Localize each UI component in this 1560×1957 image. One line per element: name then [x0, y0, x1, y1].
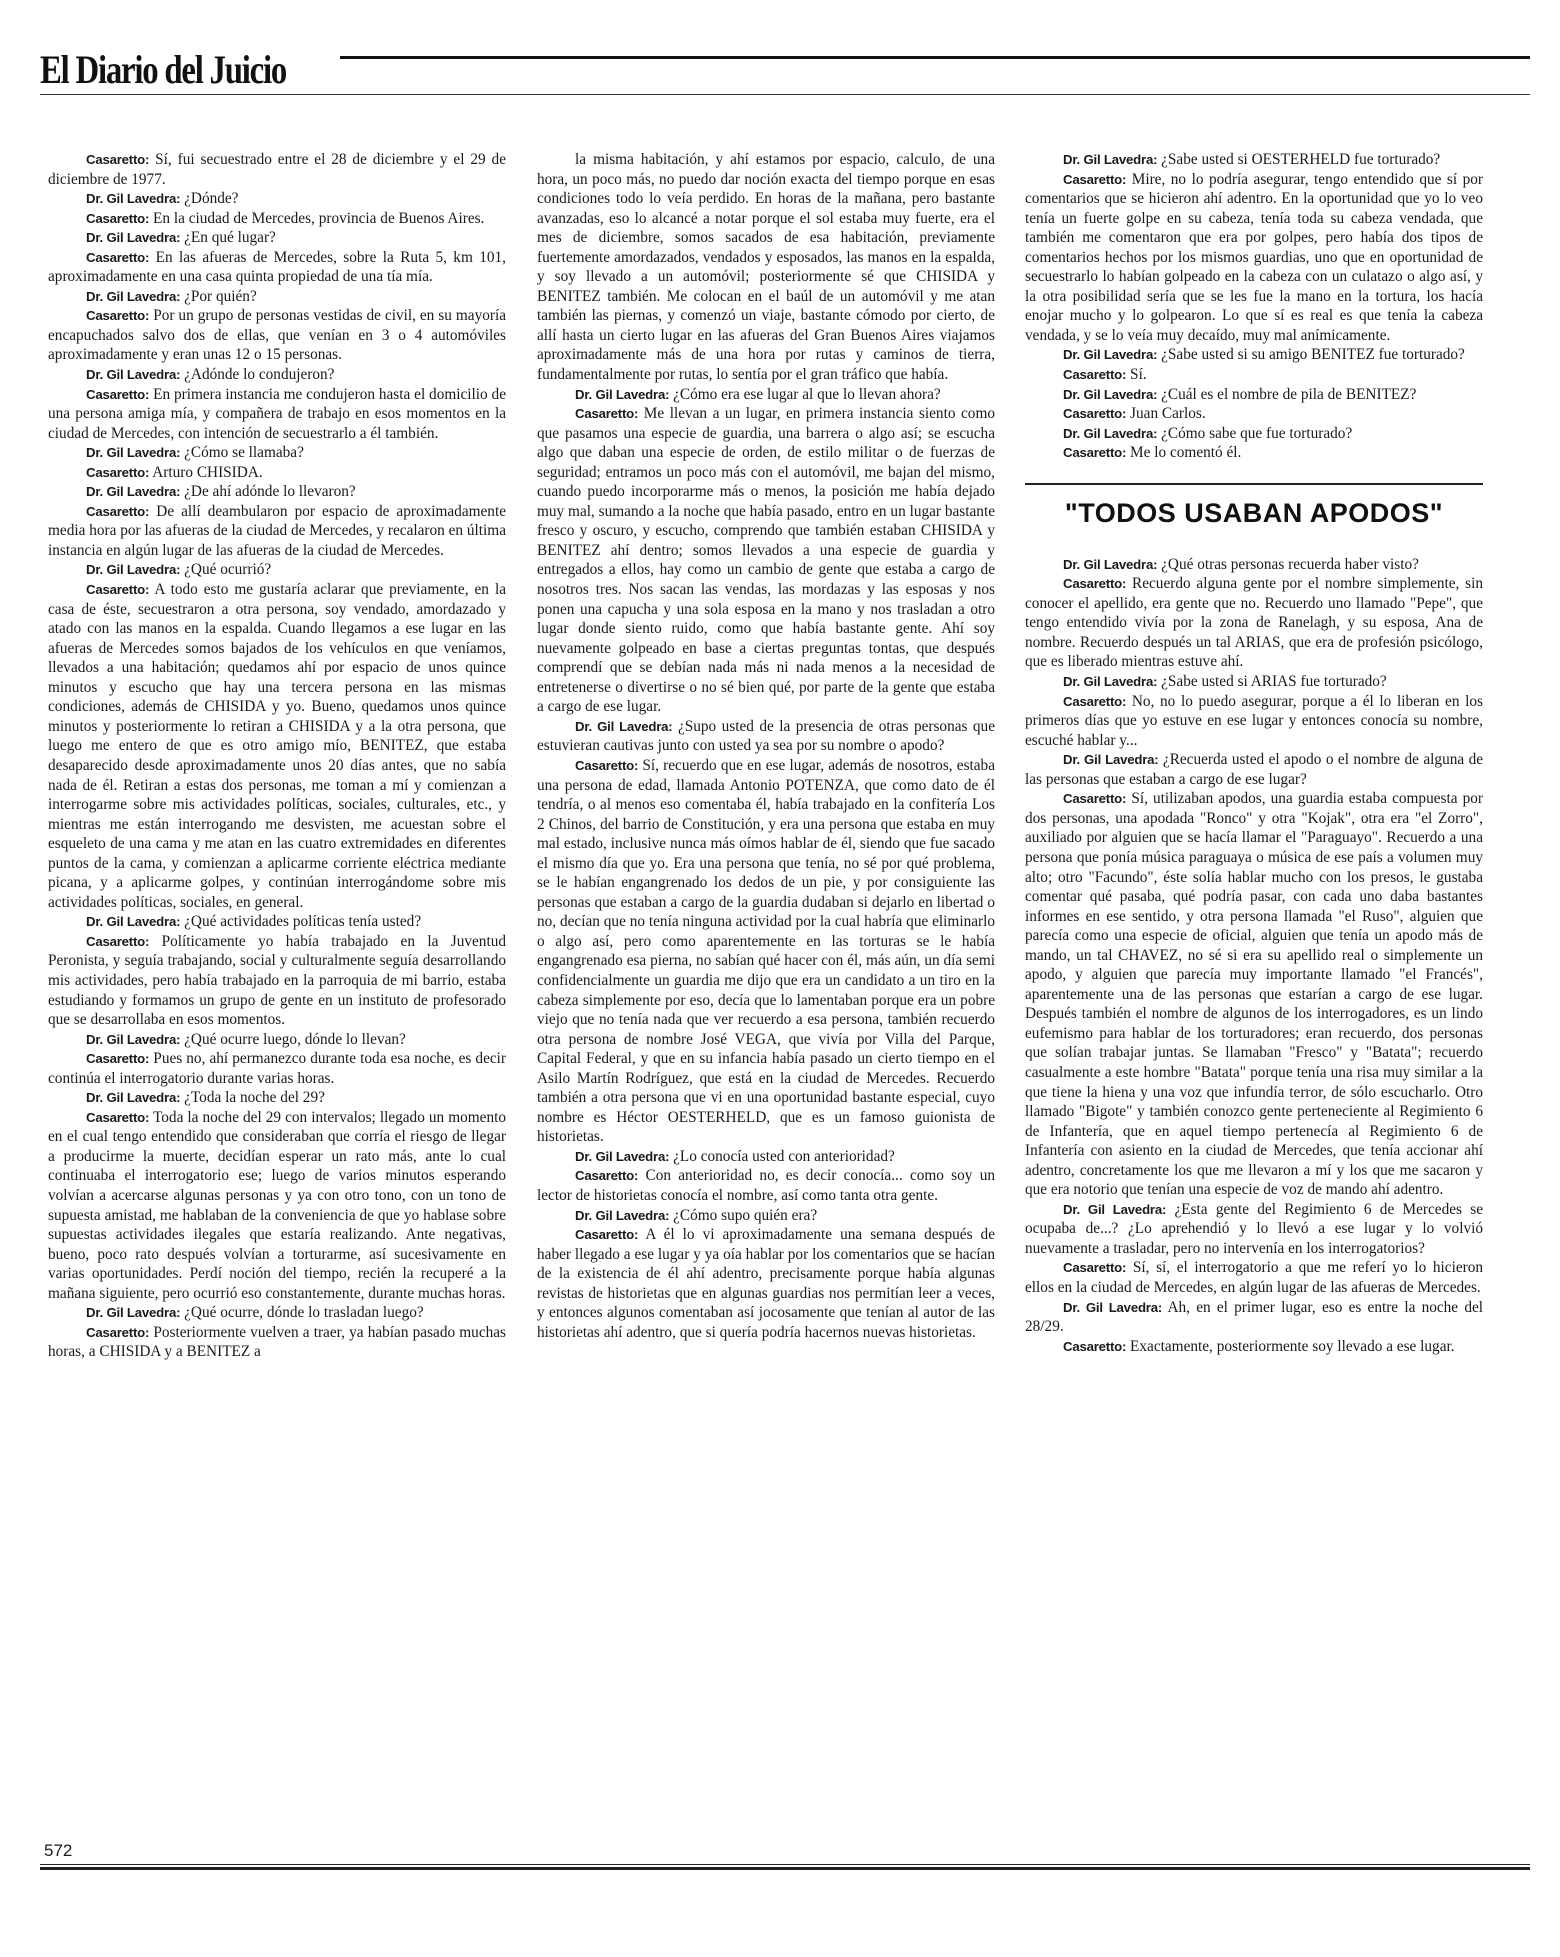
paragraph-text: ¿Adónde lo condujeron? — [180, 366, 335, 384]
speaker-label: Casaretto: — [575, 406, 639, 422]
paragraph-text: ¿Lo conocía usted con anterioridad? — [669, 1147, 895, 1165]
speaker-label: Dr. Gil Lavedra: — [575, 386, 670, 402]
publication-title: El Diario del Juicio — [40, 47, 286, 92]
speaker-label: Casaretto: — [86, 210, 150, 226]
speaker-label: Casaretto: — [1063, 406, 1127, 422]
transcript-paragraph — [48, 150, 506, 189]
paragraph-text: ¿Dónde? — [180, 190, 239, 208]
speaker-label: Dr. Gil Lavedra: — [575, 718, 673, 734]
paragraph-text: Sí, utilizaban apodos, una guardia estaba compuesta por dos personas, una apodada "Ronco" y otra "Kojak", otra era "el Zorro", auxiliado por alguien que se hacía llamar el "Paraguayo". Recuerdo a una persona que ponía música paraguaya o música de ese país a volumen muy alto; otro "Facundo", éste solía hablar mucho con los presos, le gustaba comentar qué pasaba, qué podría pasar, con cada uno daba bastantes informes en ese sentido, y otra persona llamada "el Ruso", alguien que parecía como una especie de oficial, alguien que tenía un apodo más de mando, un tal CHAVEZ, no sé si era su apellido real o simplemente un apodo, y alguien que parecía muy importante llamado "el Francés", aparentemente una de las personas que estarían a cargo de ese lugar. Después también el nombre de algunos de los interrogadores, es un lindo eufemismo para hablar de los torturadores; eran recuerdo, dos personas que solían trabajar juntas. Se llamaban "Fresco" y "Batata"; recuerdo casualmente a este hombre "Batata" porque tenía una risa muy similar a la que tiene la hiena y una voz que infundía terror, de sólo escucharlo. Otro llamado "Bigote" y también conozco gente perteneciente al Regimiento 6 de Infantería, que en aquel tiempo pertenecía al Regimiento 6 de Infantería con asiento en la ciudad de Mercedes, que tenía accionar ahí adentro, concretamente los que me llevaron a mí y los que me sacaron y que era notorio que tenían una especie de voz de mando ahí adentro. — [1025, 790, 1483, 1199]
transcript-paragraph — [537, 756, 995, 1147]
speaker-label: Dr. Gil Lavedra: — [86, 1305, 181, 1321]
paragraph-text: ¿Sabe usted si su amigo BENITEZ fue torturado? — [1157, 346, 1465, 364]
transcript-paragraph — [48, 912, 506, 932]
transcript-paragraph — [1025, 750, 1483, 789]
speaker-label: Casaretto: — [86, 1324, 150, 1340]
paragraph-text: Sí, fui secuestrado entre el 28 de diciembre y el 29 de diciembre de 1977. — [48, 151, 506, 188]
paragraph-text: Posteriormente vuelven a traer, ya habían pasado muchas horas, a CHISIDA y a BENITEZ a — [48, 1323, 506, 1361]
page-footer — [40, 1840, 1530, 1900]
transcript-paragraph — [48, 463, 506, 483]
paragraph-text: Pues no, ahí permanezco durante toda esa noche, es decir continúa el interrogatorio durante varias horas. — [48, 1050, 506, 1087]
paragraph-text: ¿De ahí adónde lo llevaron? — [180, 483, 356, 501]
speaker-label: Dr. Gil Lavedra: — [1063, 386, 1158, 402]
speaker-label: Dr. Gil Lavedra: — [86, 1031, 181, 1047]
transcript-paragraph — [48, 1030, 506, 1050]
paragraph-text: ¿Qué ocurrió? — [180, 561, 272, 579]
speaker-label: Casaretto: — [1063, 1338, 1127, 1354]
transcript-paragraph — [48, 385, 506, 444]
transcript-paragraph — [48, 287, 506, 307]
speaker-label: Dr. Gil Lavedra: — [1063, 556, 1158, 572]
speaker-label: Casaretto: — [86, 1051, 150, 1067]
transcript-paragraph — [537, 1147, 995, 1167]
transcript-paragraph — [1025, 1298, 1483, 1337]
speaker-label: Dr. Gil Lavedra: — [575, 1148, 670, 1164]
paragraph-text: ¿Esta gente del Regimiento 6 de Mercedes se ocupaba de...? ¿Lo aprehendió y lo llevó a ese lugar y lo volvió nuevamente a trasladar, pero no intervenía en los interrogatorios? — [1025, 1200, 1483, 1257]
transcript-paragraph — [1025, 150, 1483, 170]
speaker-label: Dr. Gil Lavedra: — [575, 1207, 670, 1223]
transcript-paragraph — [48, 306, 506, 365]
speaker-label: Dr. Gil Lavedra: — [86, 484, 181, 500]
transcript-paragraph — [1025, 789, 1483, 1199]
column-3-bottom — [1025, 555, 1483, 1356]
transcript-paragraph — [537, 1206, 995, 1226]
paragraph-text: Sí, recuerdo que en ese lugar, además de nosotros, estaba una persona de edad, llamada Antonio POTENZA, que como dato de él tendría, o al menos eso comentaba él, había trabajado en la confitería Los 2 Chinos, del barrio de Constitución, y era una persona que estaba en muy mal estado, inclusive nunca más oímos hablar de él, siendo que fue sacado el mismo día que yo. Era una persona que tenía, no sé por qué problema, se le habían engangrenado los dedos de un pie, y por consiguiente las personas que estaban a cargo de la guardia dudaban si dejarlo en libertad o no, decían que no tenía ninguna actividad por la cual habría que eliminarlo o algo así, pero como aparentemente en las torturas se le había engangrenado esa pierna, no sabían qué hacer con él, más aún, un día semi confidencialmente un guardia me dijo que era un candidato a un tiro en la cabeza simplemente por eso, decía que lo lamentaban porque era un pobre viejo que no tenía nada que ver recuerdo a esa persona, también recuerdo otra persona de nombre José VEGA, que vivía por Villa del Parque, Capital Federal, y que en su infancia había pasado un cierto tiempo en el Asilo Martín Rodríguez, que está en la ciudad de Mercedes. Recuerdo también a otra persona que vi en una oportunidad bastante especial, cuyo nombre es Héctor OESTERHELD, que es un famoso guionista de historietas. — [537, 756, 995, 1146]
transcript-paragraph — [1025, 1337, 1483, 1357]
transcript-paragraph — [537, 150, 995, 385]
speaker-label: Casaretto: — [86, 249, 150, 265]
speaker-label: Dr. Gil Lavedra: — [86, 562, 181, 578]
paragraph-text: ¿Qué ocurre luego, dónde lo llevan? — [180, 1030, 406, 1048]
transcript-paragraph — [48, 365, 506, 385]
transcript-paragraph — [48, 1049, 506, 1088]
speaker-label: Casaretto: — [86, 582, 150, 598]
paragraph-text: Políticamente yo había trabajado en la Juventud Peronista, y seguía trabajando, social y culturalmente seguía desarrollando mis actividades, pero había trabajado en la parroquia de mi barrio, estaba estudiando y formamos un grupo de gente en un instituto de profesorado que se desarrollaba en esos momentos. — [48, 932, 506, 1029]
speaker-label: Dr. Gil Lavedra: — [86, 191, 181, 207]
paragraph-text: la misma habitación, y ahí estamos por espacio, calculo, de una hora, un poco más, no puedo dar noción exacta del tiempo porque en esas condiciones todo lo veía perdido. En horas de la mañana, pero bastante avanzadas, eso lo alcancé a notar porque el sol estaba muy fuerte, era el mes de diciembre, somos sacados de esa habitación, previamente fuertemente amordazados, vendados y esposados, las manos en la espalda, y soy llevado a un automóvil; posteriormente sé que CHISIDA y BENITEZ también. Me colocan en el baúl de un automóvil y me atan también las piernas, y comenzó un viaje, bastante cómodo por cierto, de allí hasta un cierto lugar en las afueras del Gran Buenos Aires viajamos aproximadamente más de una hora por rutas y caminos de tierra, fundamentalmente por rutas, lo sentía por el gran tráfico que había. — [537, 151, 995, 384]
speaker-label: Dr. Gil Lavedra: — [86, 445, 181, 461]
paragraph-text: Sí. — [1126, 366, 1147, 384]
paragraph-text: ¿En qué lugar? — [180, 229, 276, 247]
transcript-paragraph — [1025, 345, 1483, 365]
transcript-paragraph — [48, 443, 506, 463]
paragraph-text: ¿Por quién? — [180, 287, 257, 305]
speaker-label: Casaretto: — [1063, 1260, 1127, 1276]
transcript-paragraph — [537, 385, 995, 405]
transcript-paragraph — [1025, 170, 1483, 346]
speaker-label: Dr. Gil Lavedra: — [86, 1090, 181, 1106]
column-1 — [48, 150, 506, 1362]
column-3-top — [1025, 150, 1483, 463]
speaker-label: Dr. Gil Lavedra: — [86, 914, 181, 930]
paragraph-text: ¿Qué ocurre, dónde lo trasladan luego? — [180, 1304, 424, 1322]
transcript-paragraph — [1025, 443, 1483, 463]
speaker-label: Dr. Gil Lavedra: — [1063, 752, 1159, 768]
transcript-paragraph — [1025, 365, 1483, 385]
paragraph-text: Juan Carlos. — [1126, 405, 1206, 423]
paragraph-text: Con anterioridad no, es decir conocía... como soy un lector de historietas conocía el nombre, así como tanta otra gente. — [537, 1167, 995, 1204]
transcript-paragraph — [537, 404, 995, 717]
speaker-label: Casaretto: — [575, 757, 639, 773]
speaker-label: Casaretto: — [1063, 576, 1127, 592]
transcript-paragraph — [1025, 385, 1483, 405]
transcript-paragraph — [1025, 404, 1483, 424]
speaker-label: Casaretto: — [86, 152, 150, 167]
speaker-label: Dr. Gil Lavedra: — [86, 288, 181, 304]
paragraph-text: ¿Cómo era ese lugar al que lo llevan ahora? — [669, 385, 941, 403]
transcript-paragraph — [48, 482, 506, 502]
footer-rule-thin — [40, 1864, 1530, 1865]
paragraph-text: A todo esto me gustaría aclarar que previamente, en la casa de éste, secuestraron a otra persona, soy vendado, amordazado y atado con las manos en la espalda. Cuando llegamos a ese lugar en las afueras de Mercedes somos bajados de los vehículos en que veníamos, llevados a una habitación; quedamos ahí por espacio de unos quince minutos y escucho que hay una tercera persona en las mismas condiciones, además de CHISIDA y yo. Bueno, quedamos unos quince minutos y posteriormente lo retiran a CHISIDA y a la otra persona, que luego me entero de que es otro amigo mío, BENITEZ, que estaba desaparecido desde aproximadamente unos 20 días antes, que no sabía nada de él. Retiran a estas dos personas, me toman a mí y comienzan a interrogarme sobre mis actividades políticas, sociales, culturales, etc., y mientras me están interrogando me desvisten, me acuestan sobre el esqueleto de una cama y me atan en las cuatro extremidades en diferentes puntos de la cama, y comienzan a aplicarme corriente eléctrica mediante picana, y a aplicarme golpes, y continúan interrogándome sobre mis actividades políticas, sociales, en general. — [48, 581, 506, 911]
speaker-label: Dr. Gil Lavedra: — [1063, 425, 1158, 441]
speaker-label: Dr. Gil Lavedra: — [1063, 1201, 1167, 1217]
transcript-paragraph — [48, 209, 506, 229]
paragraph-text: ¿Sabe usted si OESTERHELD fue torturado? — [1157, 151, 1441, 168]
section-divider — [1025, 483, 1483, 485]
paragraph-text: Me lo comentó él. — [1126, 444, 1242, 462]
speaker-label: Casaretto: — [1063, 791, 1127, 807]
section-heading: "TODOS USABAN APODOS" — [1064, 497, 1444, 528]
transcript-paragraph — [1025, 692, 1483, 751]
paragraph-text: Exactamente, posteriormente soy llevado a ese lugar. — [1126, 1337, 1455, 1355]
transcript-paragraph — [1025, 424, 1483, 444]
paragraph-text: ¿Cómo supo quién era? — [669, 1206, 818, 1224]
speaker-label: Casaretto: — [86, 386, 150, 402]
transcript-paragraph — [48, 1323, 506, 1362]
transcript-paragraph — [48, 580, 506, 912]
transcript-paragraph — [48, 1108, 506, 1303]
speaker-label: Casaretto: — [86, 933, 150, 949]
transcript-paragraph — [48, 1303, 506, 1323]
transcript-paragraph — [537, 1166, 995, 1205]
speaker-label: Casaretto: — [1063, 445, 1127, 461]
speaker-label: Dr. Gil Lavedra: — [1063, 152, 1158, 167]
transcript-paragraph — [537, 1225, 995, 1342]
transcript-paragraph — [48, 228, 506, 248]
paragraph-text: En las afueras de Mercedes, sobre la Ruta 5, km 101, aproximadamente en una casa quinta propiedad de una tía mía. — [48, 248, 506, 286]
paragraph-text: ¿Recuerda usted el apodo o el nombre de alguna de las personas que estaban a cargo de ese lugar? — [1025, 751, 1484, 788]
paragraph-text: A él lo vi aproximadamente una semana después de haber llegado a ese lugar y ya oía hablar por los comentarios que se hacían de la existencia de él ahí adentro, precisamente porque había algunas revistas de historietas que en algunas guardias nos permitían leer a veces, y entonces algunos comentaban así jocosamente que tenían al autor de las historietas ahí adentro, que si quería podría hacernos nuevas historietas. — [537, 1226, 995, 1341]
transcript-paragraph — [1025, 1258, 1483, 1297]
transcript-paragraph — [48, 560, 506, 580]
paragraph-text: No, no lo puedo asegurar, porque a él lo liberan en los primeros días que yo estuve en ese lugar y entonces conocía su nombre, escuché hablar y... — [1025, 692, 1483, 749]
column-2 — [537, 150, 995, 1342]
page-number: 572 — [44, 1841, 73, 1860]
masthead — [40, 40, 1530, 100]
paragraph-text: ¿Toda la noche del 29? — [180, 1089, 325, 1107]
paragraph-text: ¿Qué actividades políticas tenía usted? — [180, 913, 422, 931]
paragraph-text: Arturo CHISIDA. — [149, 463, 263, 481]
paragraph-text: Sí, sí, el interrogatorio a que me referí yo lo hicieron ellos en la ciudad de Mercedes, en algún lugar de las afueras de Mercedes. — [1025, 1259, 1483, 1296]
speaker-label: Dr. Gil Lavedra: — [1063, 1299, 1163, 1315]
paragraph-text: ¿Sabe usted si ARIAS fue torturado? — [1157, 673, 1387, 691]
transcript-paragraph — [1025, 555, 1483, 575]
paragraph-text: Mire, no lo podría asegurar, tengo entendido que sí por comentarios que se hicieron ahí adentro. En la oportunidad que yo lo veo tenía un fuerte golpe en su cabeza, tenía toda su cabeza vendada, que también me comentaron que era por golpes, pero había dos tipos de comentarios hechos por los mismos guardias, uno que en oportunidad de secuestrarlo lo habían golpeado en la cabeza con un culatazo o algo así, y la otra posibilidad sería que se les fue la mano en la tortura, los hacía enojar mucho y lo golpearon. Lo que sí es real es que tenía la cabeza vendada, y se lo veía muy decaído, muy mal anímicamente. — [1025, 170, 1483, 344]
paragraph-text: En primera instancia me condujeron hasta el domicilio de una persona amiga mía, y compañera de trabajo en esos momentos en la ciudad de Mercedes, con intención de secuestrarlo a él también. — [48, 385, 506, 442]
speaker-label: Casaretto: — [1063, 367, 1127, 383]
speaker-label: Dr. Gil Lavedra: — [86, 230, 181, 246]
transcript-paragraph — [48, 1088, 506, 1108]
paragraph-text: ¿Cuál es el nombre de pila de BENITEZ? — [1157, 385, 1417, 403]
transcript-paragraph — [48, 502, 506, 561]
speaker-label: Casaretto: — [575, 1227, 639, 1243]
speaker-label: Casaretto: — [86, 464, 150, 480]
paragraph-text: Me llevan a un lugar, en primera instancia siento como que pasamos una especie de guardia, una barrera o algo así; se escucha algo que daban una especie de orden, de estilo militar o de fuerzas de seguridad; entramos un poco más con el automóvil, me bajan del mismo, cuando puedo incorporarme más o menos, la posición me había dejado muy mal, sumando a la noche que había pasado, entro en un lugar bastante fresco y oscuro, y escucho, comprendo que también estaban CHISIDA y BENITEZ ahí dentro; somos llevados a una especie de guardia y entregados a ellos, hay como un cambio de gente que estaba a cargo de nosotros tres. Nos sacan las vendas, las mordazas y las esposas y nos ponen una capucha y una sola esposa en la mano y nos trasladan a otro lugar donde siento ruido, como que había bastante gente. Ahí soy nuevamente golpeado en base a ciertas preguntas tontas, que después comprendí que se debían nada más ni nada menos a la necesidad de entretenerse o divertirse o no sé bien qué, por parte de la gente que estaba a cargo de ese lugar. — [537, 405, 995, 716]
speaker-label: Casaretto: — [1063, 171, 1127, 187]
paragraph-text: Ah, en el primer lugar, eso es entre la noche del 28/29. — [1025, 1298, 1484, 1336]
transcript-paragraph — [1025, 672, 1483, 692]
paragraph-text: De allí deambularon por espacio de aproximadamente media hora por las afueras de la ciudad de Mercedes, y recalaron en última instancia en algún lugar de las afueras de la ciudad de Mercedes. — [48, 502, 506, 559]
paragraph-text: ¿Cómo se llamaba? — [180, 444, 304, 462]
footer-rule-thick — [40, 1867, 1530, 1870]
paragraph-text: Por un grupo de personas vestidas de civil, en su mayoría encapuchados salvo dos de ellas, que venían en 3 o 4 automóviles aproximadamente y eran unas 12 o 15 personas. — [48, 307, 506, 364]
speaker-label: Casaretto: — [86, 1109, 150, 1125]
transcript-paragraph — [1025, 574, 1483, 672]
masthead-underline — [40, 94, 1530, 95]
masthead-rule — [340, 56, 1530, 59]
transcript-paragraph — [48, 189, 506, 209]
transcript-paragraph — [48, 248, 506, 287]
speaker-label: Casaretto: — [86, 503, 150, 519]
paragraph-text: En la ciudad de Mercedes, provincia de Buenos Aires. — [149, 209, 485, 227]
column-3 — [1025, 150, 1483, 1356]
paragraph-text: ¿Supo usted de la presencia de otras personas que estuvieran cautivas junto con usted ya sea por su nombre o apodo? — [537, 717, 996, 755]
paragraph-text: ¿Cómo sabe que fue torturado? — [1157, 424, 1353, 442]
paragraph-text: Recuerdo alguna gente por el nombre simplemente, sin conocer el apellido, era gente que no. Recuerdo uno llamado "Pepe", que tengo entendido vivía por la zona de Ranelagh, y su esposa, Ana de nombre. Recuerdo después un tal ARIAS, que era de profesión psicólogo, que es liberado mientras estuve ahí. — [1025, 575, 1483, 671]
speaker-label: Dr. Gil Lavedra: — [86, 367, 181, 383]
paragraph-text: ¿Qué otras personas recuerda haber visto? — [1157, 555, 1419, 573]
transcript-paragraph — [48, 932, 506, 1030]
speaker-label: Dr. Gil Lavedra: — [1063, 347, 1158, 363]
transcript-paragraph — [537, 717, 995, 756]
speaker-label: Casaretto: — [1063, 693, 1127, 709]
transcript-paragraph — [1025, 1200, 1483, 1259]
speaker-label: Casaretto: — [86, 308, 150, 324]
paragraph-text: Toda la noche del 29 con intervalos; llegado un momento en el cual tengo entendido que consideraban que corría el riesgo de llegar a producirme la muerte, decidían esperar un rato más, ante lo cual continuaba el interrogatorio ese; luego de varios minutos esperando volvían a acercarse algunas personas y ya con otro tono, con un tono de supuesta amistad, me hablaban de la conveniencia de que yo hablase sobre supuestas actividades ilegales que estaría realizando. Ante negativas, bueno, poco rato después volvían a torturarme, así sucesivamente en varias oportunidades. Perdí noción del tiempo, recién la recuperé a la mañana siguiente, pero ocurrió eso constantemente, durante muchas horas. — [48, 1108, 506, 1302]
speaker-label: Casaretto: — [575, 1168, 639, 1184]
speaker-label: Dr. Gil Lavedra: — [1063, 674, 1158, 690]
